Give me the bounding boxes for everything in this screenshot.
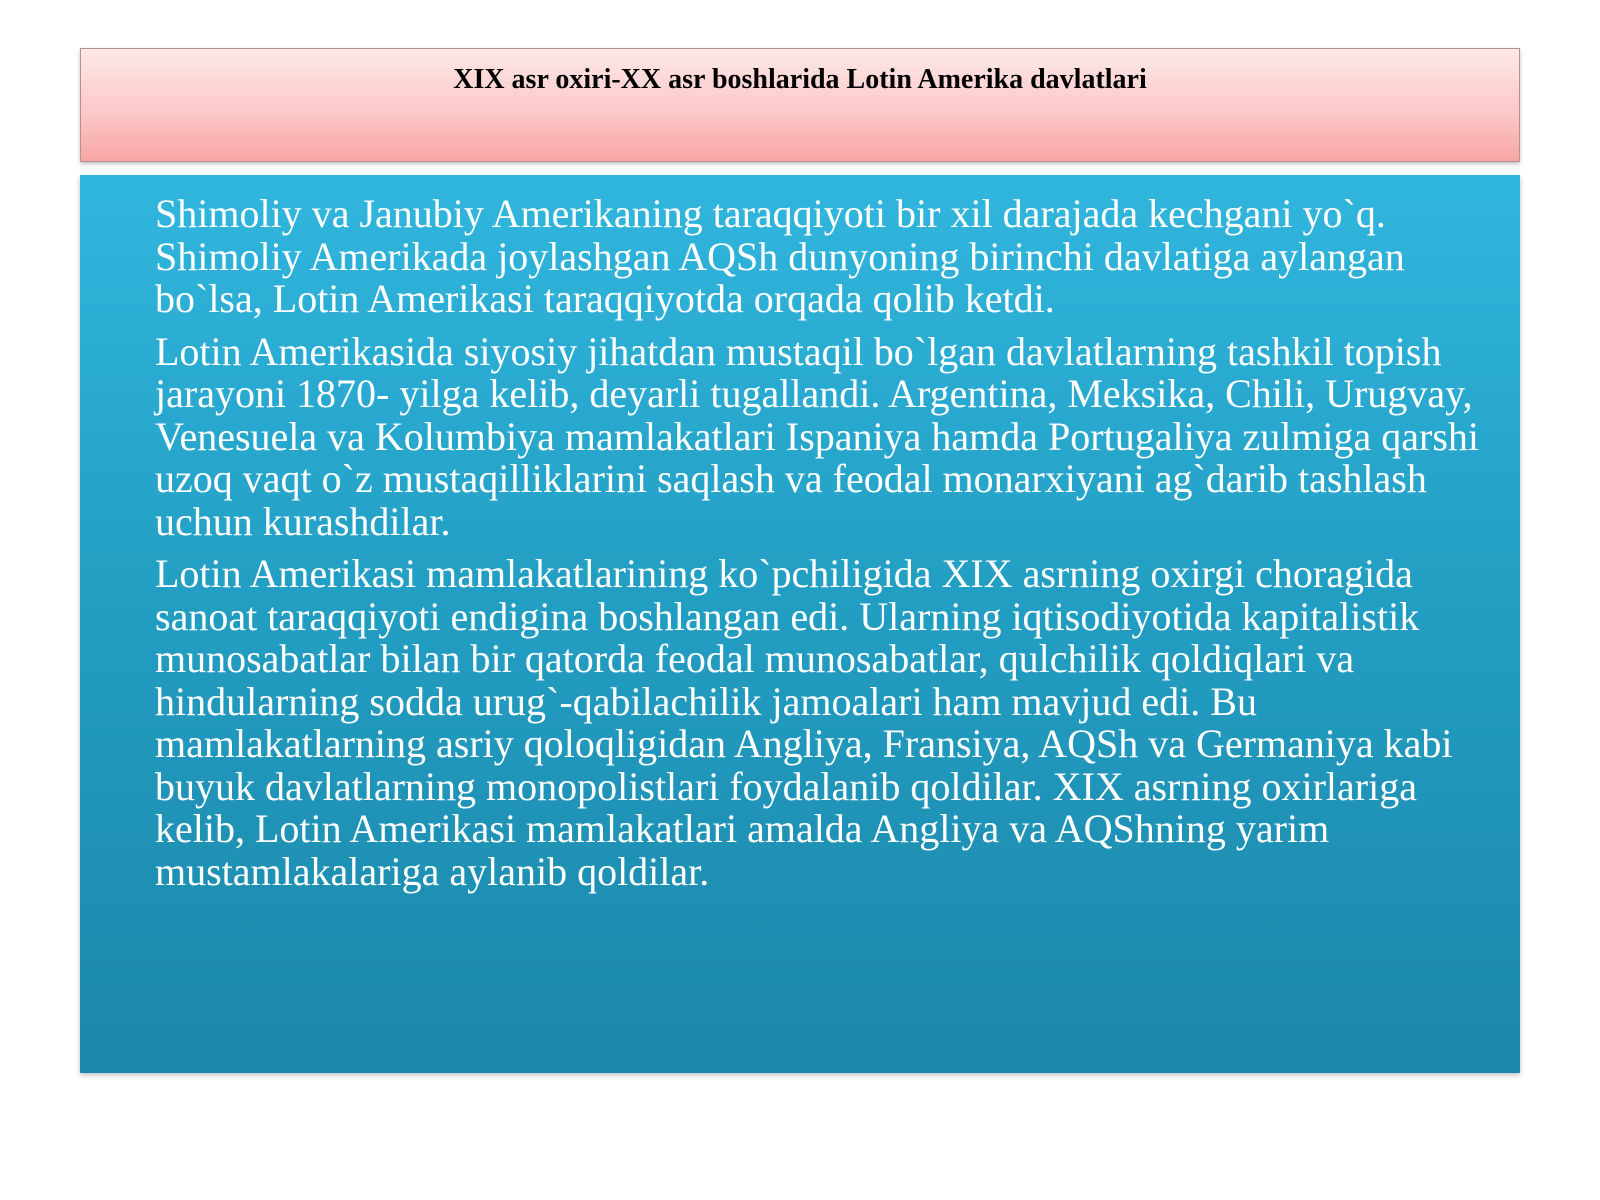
body-paragraph-1: Shimoliy va Janubiy Amerikaning taraqqiyoti bir xil darajada kechgani yo`q. Shimoliy Amerikada joylashgan AQSh dunyoning birinchi davlatiga aylangan bo`lsa, Lotin Amerikasi taraqqiyotda orqada qolib ketdi.	[155, 191, 1405, 321]
body-paragraph-2: Lotin Amerikasida siyosiy jihatdan mustaqil bo`lgan davlatlarning tashkil topish jarayoni 1870- yilga kelib, deyarli tugallandi. Argentina, Meksika, Chili, Urugvay, Venesuela va Kolumbiya mamlakatlari Ispaniya hamda Portugaliya zulmiga qarshi uzoq vaqt o`z mustaqilliklarini saqlash va feodal monarxiyani ag`darib tashlash uchun kurashdilar.	[155, 328, 1480, 544]
slide-title-box	[80, 48, 1520, 162]
body-paragraph-3: Lotin Amerikasi mamlakatlarining ko`pchiligida XIX asrning oxirgi choragida sanoat taraqqiyoti endigina boshlangan edi. Ularning iqtisodiyotida kapitalistik munosabatlar bilan bir qatorda feodal munosabatlar, qulchilik qoldiqlari va hindularning sodda urug`-qabilachilik jamoalari ham mavjud edi. Bu mamlakatlarning asriy qoloqligidan Angliya, Fransiya, AQSh va Germaniya kabi buyuk davlatlarning monopolistlari foydalanib qoldilar. XIX asrning oxirlariga kelib, Lotin Amerikasi mamlakatlari amalda Angliya va AQShning yarim mustamlakalariga aylanib qoldilar.	[155, 551, 1453, 894]
slide-content-box	[80, 175, 1520, 1073]
slide-body-text	[155, 193, 1502, 903]
slide-title: XIX asr oxiri-XX asr boshlarida Lotin Amerika davlatlari	[453, 64, 1147, 95]
